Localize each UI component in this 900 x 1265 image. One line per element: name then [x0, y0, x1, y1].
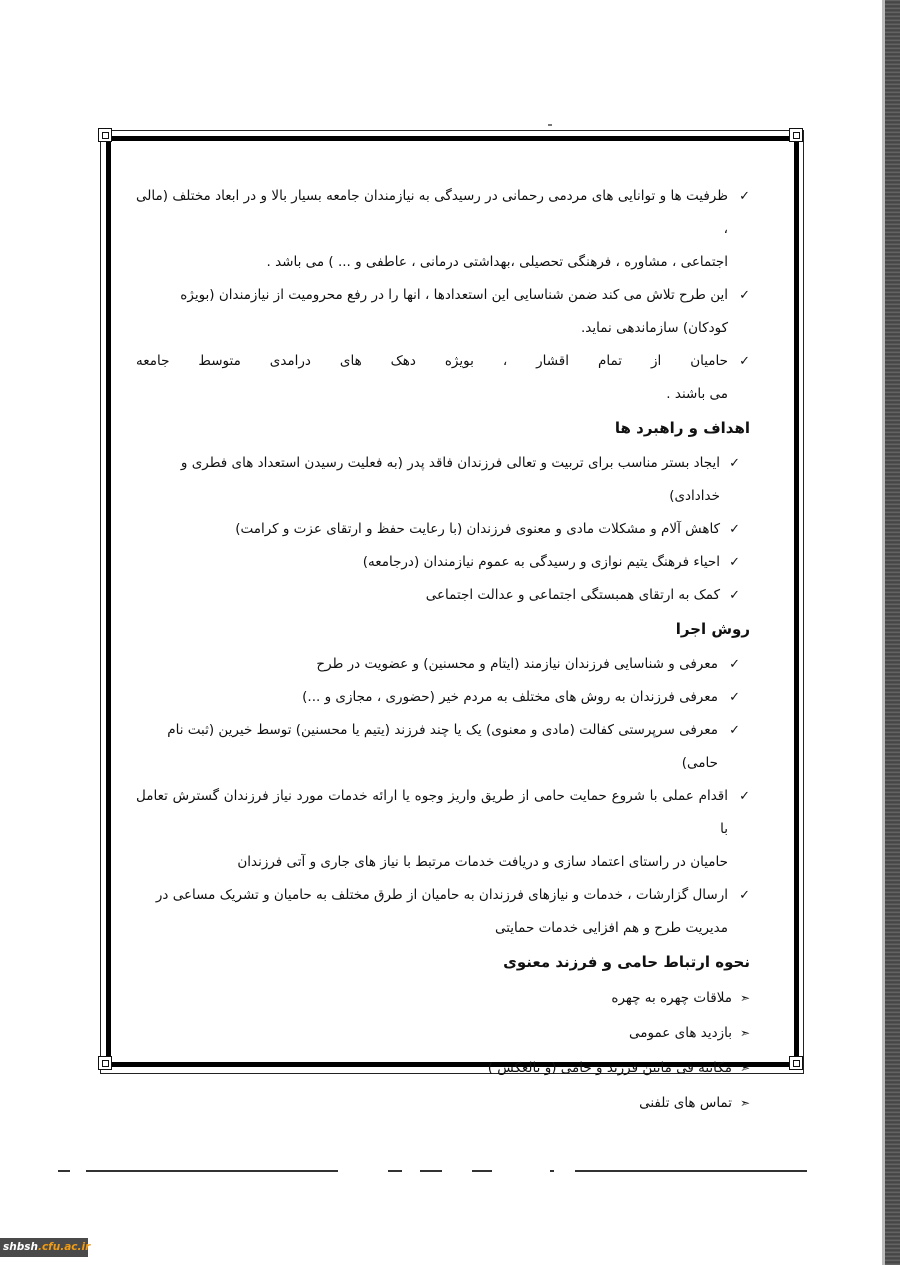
checkmark-icon: ✓: [729, 588, 740, 603]
list-item-line: ارسال گزارشات ، خدمات و نیازهای فرزندان به حامیان از طرق مختلف به حامیان و تشریک مساعی در: [155, 887, 728, 903]
list-item-text: تماس های تلفنی: [639, 1095, 732, 1111]
list-item: [136, 546, 740, 579]
list-item-line: این طرح تلاش می کند ضمن شناسایی این استعدادها ، انها را در رفع محرومیت از نیازمندان (بویژه: [180, 287, 728, 303]
border-corner-ornament: [98, 1056, 112, 1070]
word: تمام: [597, 353, 623, 369]
border-corner-ornament: [98, 128, 112, 142]
list-item: [136, 279, 750, 345]
section-heading-goals: اهداف و راهبرد ها: [614, 419, 750, 437]
list-item-line: مدیریت طرح و هم افزایی خدمات حمایتی: [494, 920, 728, 936]
list-item-line: ظرفیت ها و توانایی های مردمی رحمانی در رسیدگی به نیازمندان جامعه بسیار بالا و در ابعاد مختلف (مالی ،: [136, 188, 728, 237]
methods-list: [136, 648, 750, 945]
list-item-line: اقدام عملی با شروع حمایت حامی از طریق واریز وجوه یا ارائه خدمات مورد نیاز فرزندان گسترش تعامل با: [136, 788, 728, 837]
list-item-line-spaced: [136, 345, 728, 378]
footer-rule-segment: [550, 1170, 554, 1172]
word: های: [339, 353, 362, 369]
word: جامعه: [136, 353, 170, 369]
checkmark-icon: ✓: [729, 555, 740, 570]
scan-edge-shadow: [882, 0, 900, 1265]
list-item: [136, 780, 750, 879]
checkmark-icon: ✓: [739, 888, 750, 903]
list-item-text: ایجاد بستر مناسب برای تربیت و تعالی فرزندان فاقد پدر (به فعلیت رسیدن استعداد های فطری و خدادادی): [180, 455, 720, 504]
list-item-text: کمک به ارتقای همبستگی اجتماعی و عدالت اجتماعی: [425, 587, 720, 603]
arrowhead-bullet-icon: ➣: [739, 1026, 750, 1040]
section-heading-relations: نحوه ارتباط حامی و فرزند معنوی: [503, 953, 750, 971]
list-item: [136, 180, 750, 279]
footer-rule-segment: [472, 1170, 492, 1172]
checkmark-icon: ✓: [729, 723, 740, 738]
intro-list: [136, 180, 750, 411]
footer-rule-segment: [86, 1170, 338, 1172]
checkmark-icon: ✓: [739, 189, 750, 204]
list-item-line: معرفی سرپرستی کفالت (مادی و معنوی) یک یا چند فرزند (یتیم یا محسنین) توسط خیرین (ثبت نام حامی): [167, 722, 718, 771]
site-watermark: [0, 1238, 91, 1257]
checkmark-icon: ✓: [729, 657, 740, 672]
footer-rule-segment: [58, 1170, 70, 1172]
list-item: [136, 981, 750, 1016]
list-item: [136, 1016, 750, 1051]
word: دهک: [390, 353, 416, 369]
list-item-line: معرفی فرزندان به روش های مختلف به مردم خیر (حضوری ، مجازی و ...): [302, 689, 718, 705]
list-item-line: کودکان) سازماندهی نماید.: [580, 320, 728, 336]
checkmark-icon: ✓: [739, 288, 750, 303]
word: ،: [502, 353, 508, 369]
footer-rule-segment: [575, 1170, 807, 1172]
checkmark-icon: ✓: [729, 690, 740, 705]
checkmark-icon: ✓: [729, 522, 740, 537]
checkmark-icon: ✓: [739, 789, 750, 804]
watermark-text: shbsh: [3, 1241, 38, 1253]
list-item-line: حامیان در راستای اعتماد سازی و دریافت خدمات مرتبط با نیاز های جاری و آتی فرزندان: [237, 854, 728, 870]
list-item: [136, 345, 750, 411]
arrowhead-bullet-icon: ➣: [739, 1061, 750, 1075]
list-item: [136, 1086, 750, 1121]
word: اقشار: [536, 353, 570, 369]
list-item-text: مکاتبه فی مابین فرزند و حامی (و بالعکس ): [487, 1060, 732, 1076]
border-corner-ornament: [789, 128, 803, 142]
footer-rule-segment: [388, 1170, 402, 1172]
list-item: [136, 579, 740, 612]
arrowhead-bullet-icon: ➣: [739, 1096, 750, 1110]
watermark-domain: .cfu.ac.ir: [37, 1241, 91, 1253]
list-item-line: می باشند .: [666, 386, 728, 402]
scan-artifact-mark: [548, 124, 552, 126]
list-item-text: کاهش آلام و مشکلات مادی و معنوی فرزندان (با رعایت حفظ و ارتقای عزت و کرامت): [235, 521, 720, 537]
list-item: [136, 879, 750, 945]
checkmark-icon: ✓: [739, 354, 750, 369]
list-item: [136, 681, 740, 714]
section-heading-methods: روش اجرا: [675, 620, 750, 638]
checkmark-icon: ✓: [729, 456, 740, 471]
word: حامیان: [690, 353, 728, 369]
word: از: [650, 353, 662, 369]
word: متوسط: [198, 353, 241, 369]
list-item-text: بازدید های عمومی: [629, 1025, 732, 1041]
list-item: [136, 1051, 750, 1086]
list-item-line: اجتماعی ، مشاوره ، فرهنگی تحصیلی ،بهداشتی درمانی ، عاطفی و ... ) می باشد .: [266, 254, 728, 270]
list-item: [136, 447, 740, 513]
list-item-text: احیاء فرهنگ یتیم نوازی و رسیدگی به عموم نیازمندان (درجامعه): [362, 554, 720, 570]
list-item: [136, 648, 740, 681]
border-corner-ornament: [789, 1056, 803, 1070]
list-item-text: ملاقات چهره به چهره: [611, 990, 732, 1006]
arrowhead-bullet-icon: ➣: [739, 991, 750, 1005]
document-body: [136, 180, 750, 1121]
word: درامدی: [269, 353, 311, 369]
list-item-line: معرفی و شناسایی فرزندان نیازمند (ایتام و محسنین) و عضویت در طرح: [316, 656, 718, 672]
goals-list: [136, 447, 750, 612]
relations-list: [136, 981, 750, 1121]
list-item: [136, 714, 740, 780]
list-item: [136, 513, 740, 546]
footer-rule-segment: [420, 1170, 442, 1172]
word: بویژه: [444, 353, 474, 369]
